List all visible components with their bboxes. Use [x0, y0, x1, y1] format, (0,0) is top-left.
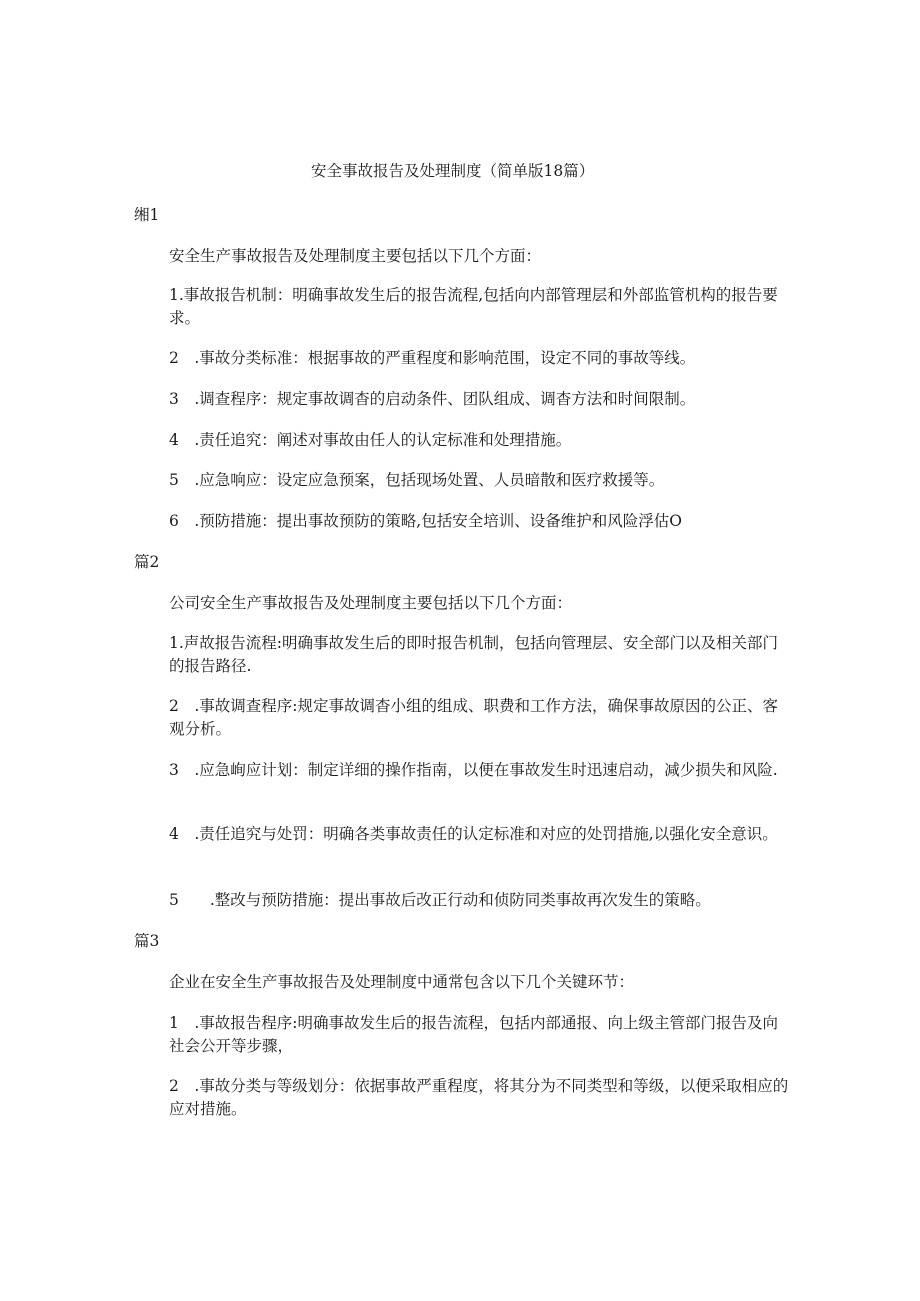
section-intro: 安全生产事故报告及处理制度主要包括以下几个方面： — [169, 247, 542, 265]
list-item: 4 .责任追究：阐述对事故由任人的认定标准和处理措施。 — [169, 431, 572, 449]
list-item: 3 .应急峋应计划：制定详细的操作指南，以便在事故发生时迅速启动，减少损失和风险. — [169, 761, 778, 779]
section-intro: 企业在安全生产事故报告及处理制度中通常包含以下几个关键环节： — [169, 973, 635, 991]
list-item: 2 .事故分类标准：根据事故的严重程度和影响范围，设定不同的事故等线。 — [169, 349, 696, 367]
list-item: 3 .调查程序：规定事故调杳的启动条件、团队组成、调杳方法和时间限制。 — [169, 390, 696, 408]
section-heading: 缃1 — [134, 206, 160, 224]
list-item: 1.声故报告流程:明确事故发生后的即时报告机制，包括向管理层、安全部门以及相关部门的报告路径. — [169, 634, 779, 675]
section-heading: 篇3 — [134, 932, 160, 950]
list-item: 5 .应急响应：设定应急预案，包括现场处置、人员暗散和医疗救援等。 — [169, 471, 665, 489]
list-item: 1.事故报告机制：明确事故发生后的报告流程,包括向内部管理层和外部监管机构的报告要求。 — [169, 286, 778, 327]
list-item: 1 .事故报告程序:明确事故发生后的报告流程，包括内部通报、向上级主管部门报告及向社会公开等步骤， — [169, 1014, 779, 1055]
list-item: 5 .整改与预防措施：提出事故后改正行动和侦防同类事故再次发生的策略。 — [169, 891, 711, 909]
list-item: 4 .责任追究与处罚：明确各类事故责任的认定标准和对应的处罚措施,以强化安全意识。 — [169, 825, 778, 843]
list-item: 2 .事故分类与等级划分：依据事故严重程度，将其分为不同类型和等级，以便采取相应的应对措施。 — [169, 1077, 789, 1118]
list-item: 2 .事故调查程序:规定事故调杳小组的组成、职费和工作方法，确保事故原因的公正、客观分析。 — [169, 697, 779, 738]
section-heading: 篇2 — [134, 553, 160, 571]
list-item: 6 .预防措施：提出事故预防的策略,包括安全培训、设备维护和风险浮估O — [169, 512, 682, 530]
section-intro: 公司安全生产事故报告及处理制度主要包括以下几个方面： — [169, 594, 573, 612]
document-title: 安全事故报告及处理制度（简单版18篇） — [311, 162, 595, 180]
